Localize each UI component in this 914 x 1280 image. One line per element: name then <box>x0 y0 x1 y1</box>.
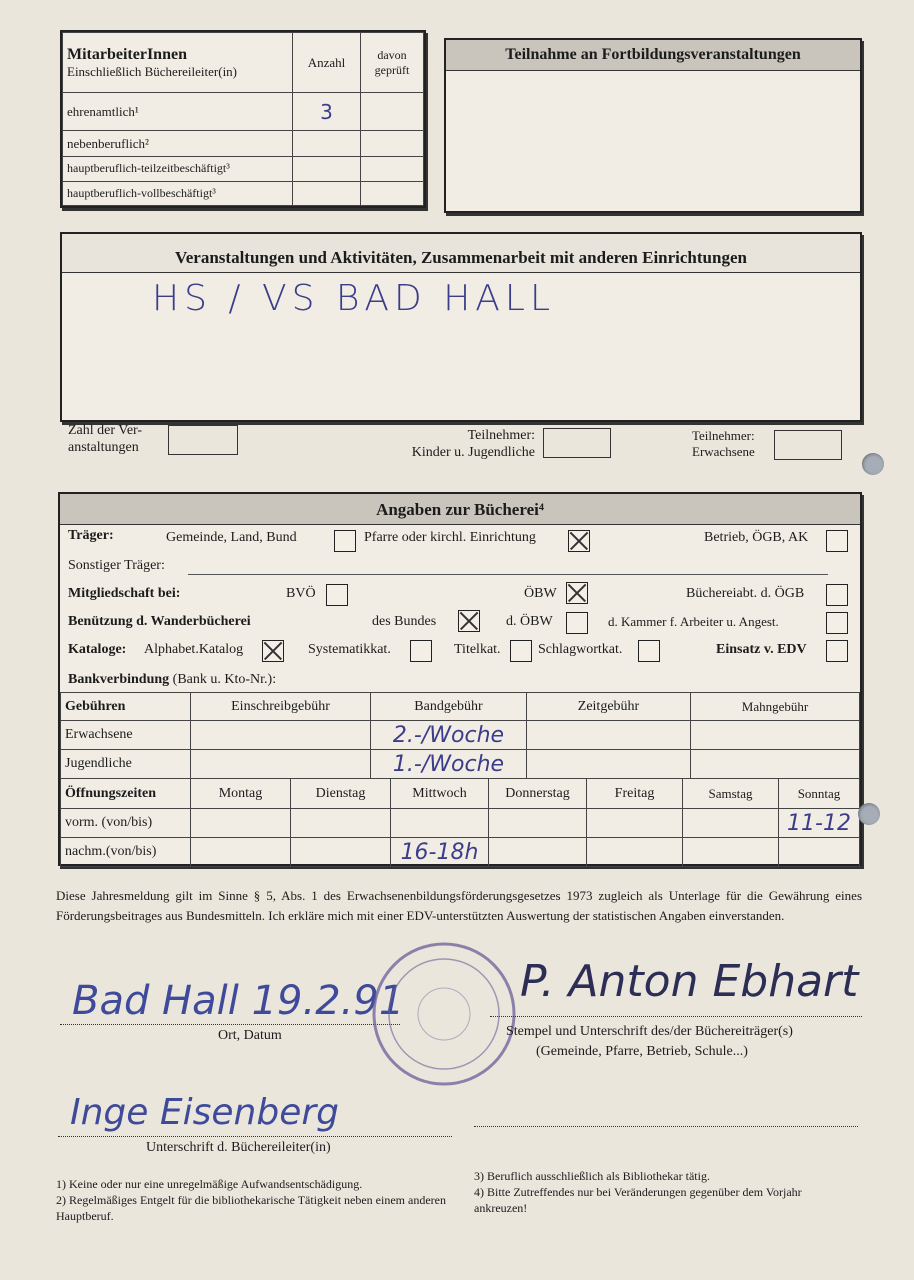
footnotes-right <box>474 1168 840 1216</box>
training-box <box>444 38 862 213</box>
fees-cell[interactable] <box>527 750 691 779</box>
leader-label: Unterschrift d. Büchereileiter(in) <box>146 1140 331 1155</box>
fees-col: Zeitgebühr <box>527 693 691 721</box>
traeger-row: Träger: Gemeinde, Land, Bund Pfarre oder kirchl. Einrichtung Betrieb, ÖGB, AK <box>68 528 848 554</box>
hours-cell[interactable] <box>191 809 291 838</box>
alphabet-checkbox[interactable] <box>262 640 284 662</box>
obw-checkbox[interactable] <box>566 582 588 604</box>
fees-cell[interactable] <box>527 721 691 750</box>
hours-cell[interactable] <box>291 838 391 867</box>
staff-table <box>60 30 426 208</box>
pfarre-checkbox[interactable] <box>568 530 590 552</box>
hours-row-label: nachm.(von/bis) <box>61 838 191 867</box>
hours-row-label: vorm. (von/bis) <box>61 809 191 838</box>
footnotes-left <box>56 1176 460 1224</box>
mitglied-row: Mitgliedschaft bei: BVÖ ÖBW Büchereiabt. d. ÖGB <box>68 586 848 612</box>
hours-sunday-morning[interactable]: 11-12 <box>779 809 860 838</box>
staff-row-label: hauptberuflich-teilzeitbeschäftigt³ <box>63 157 293 181</box>
staff-count-value[interactable] <box>293 157 361 181</box>
gemeinde-checkbox[interactable] <box>334 530 356 552</box>
fees-table <box>60 692 860 779</box>
stamp-label: Stempel und Unterschrift des/der Büchereiträger(s) (Gemeinde, Pfarre, Betrieb, Schule...) <box>506 1024 793 1059</box>
titel-checkbox[interactable] <box>510 640 532 662</box>
fees-header: Gebühren <box>61 693 191 721</box>
staff-checked-cell[interactable] <box>361 181 424 205</box>
betrieb-checkbox[interactable] <box>826 530 848 552</box>
events-box <box>60 232 862 422</box>
hours-day: Montag <box>191 779 291 809</box>
staff-count-value[interactable] <box>293 181 361 205</box>
staff-subtitle: Einschließlich Büchereileiter(in) <box>67 63 238 79</box>
edv-checkbox[interactable] <box>826 640 848 662</box>
adults-field[interactable] <box>774 430 842 460</box>
hours-cell[interactable] <box>683 809 779 838</box>
place-date-label: Ort, Datum <box>218 1028 282 1043</box>
hours-cell[interactable] <box>779 838 860 867</box>
kataloge-row: Kataloge: Alphabet.Katalog Systematikkat. Titelkat. Schlagwortkat. Einsatz v. EDV <box>68 642 848 668</box>
fees-cell[interactable] <box>191 721 371 750</box>
staff-checked-cell[interactable] <box>361 157 424 181</box>
training-title: Teilnahme an Fortbildungsveranstaltungen <box>446 40 860 71</box>
declaration-text: Diese Jahresmeldung gilt im Sinne § 5, Abs. 1 des Erwachsenenbildungsförderungsgesetzes 1973 zugleich als Unterlage für die Gewährung eines Förderungsbeitrages aus Bundesmitteln. Ich erkläre mich mit einer EDV-unterstützten Auswertung der statistischen Angaben einverstanden. <box>56 888 862 923</box>
staff-count-value[interactable]: 3 <box>293 93 361 131</box>
kids-field[interactable] <box>543 428 611 458</box>
fees-cell[interactable] <box>691 721 860 750</box>
hours-day: Samstag <box>683 779 779 809</box>
hours-table <box>60 778 860 867</box>
footnote: 4) Bitte Zutreffendes nur bei Veränderungen gegenüber dem Vorjahr ankreuzen! <box>474 1185 802 1215</box>
staff-row-label: hauptberuflich-vollbeschäftigt³ <box>63 181 293 205</box>
wander-row: Benützung d. Wanderbücherei des Bundes d. ÖBW d. Kammer f. Arbeiter u. Angest. <box>68 614 848 640</box>
leader-signature[interactable]: Inge Eisenberg <box>70 1092 339 1133</box>
hours-day: Donnerstag <box>489 779 587 809</box>
events-title: Veranstaltungen und Aktivitäten, Zusammenarbeit mit anderen Einrichtungen <box>62 234 860 273</box>
fees-col: Bandgebühr <box>371 693 527 721</box>
hours-day: Mittwoch <box>391 779 489 809</box>
hours-cell[interactable] <box>489 809 587 838</box>
hours-cell[interactable] <box>587 838 683 867</box>
carrier-signature[interactable]: P. Anton Ebhart <box>520 956 859 1007</box>
dobw-checkbox[interactable] <box>566 612 588 634</box>
fees-col: Mahngebühr <box>691 693 860 721</box>
fees-row-label: Jugendliche <box>61 750 191 779</box>
footnote: 3) Beruflich ausschließlich als Bibliothekar tätig. <box>474 1169 710 1183</box>
library-title: Angaben zur Bücherei⁴ <box>60 494 860 525</box>
hours-cell[interactable] <box>489 838 587 867</box>
kammer-checkbox[interactable] <box>826 612 848 634</box>
hours-cell[interactable] <box>191 838 291 867</box>
fees-col: Einschreibgebühr <box>191 693 371 721</box>
fees-cell[interactable] <box>691 750 860 779</box>
fees-band-value[interactable]: 1.-/Woche <box>371 750 527 779</box>
sonstiger-field[interactable] <box>188 574 828 575</box>
hours-day: Sonntag <box>779 779 860 809</box>
staff-checked-header: davon geprüft <box>361 33 424 93</box>
footnote: 1) Keine oder nur eine unregelmäßige Aufwandsentschädigung. <box>56 1177 363 1191</box>
library-box <box>58 492 862 866</box>
place-date-value[interactable]: Bad Hall 19.2.91 <box>72 978 405 1024</box>
adults-label: Teilnehmer: Erwachsene <box>692 428 755 459</box>
punch-hole <box>858 803 880 825</box>
bank-row: Bankverbindung (Bank u. Kto-Nr.): <box>68 672 277 687</box>
sonstiger-row: Sonstiger Träger: <box>68 558 828 574</box>
hours-cell[interactable] <box>683 838 779 867</box>
staff-checked-cell[interactable] <box>361 93 424 131</box>
events-count-label: Zahl der Ver- anstaltungen <box>68 423 143 455</box>
fees-cell[interactable] <box>191 750 371 779</box>
footnote: 2) Regelmäßiges Entgelt für die bibliothekarische Tätigkeit neben einem anderen Hauptberuf. <box>56 1193 446 1223</box>
hours-cell[interactable] <box>587 809 683 838</box>
hours-wednesday-afternoon[interactable]: 16-18h <box>391 838 489 867</box>
stamp-signature-line <box>490 1016 862 1017</box>
events-count-field[interactable] <box>168 425 238 455</box>
fees-band-value[interactable]: 2.-/Woche <box>371 721 527 750</box>
staff-title: MitarbeiterInnen <box>67 45 187 63</box>
place-date-line <box>60 1024 400 1025</box>
stamp-icon <box>368 938 520 1090</box>
punch-hole <box>862 453 884 475</box>
hours-cell[interactable] <box>291 809 391 838</box>
fees-row-label: Erwachsene <box>61 721 191 750</box>
buechereiabt-checkbox[interactable] <box>826 584 848 606</box>
staff-count-value[interactable] <box>293 131 361 157</box>
staff-count-header: Anzahl <box>293 33 361 93</box>
empty-signature-line[interactable] <box>474 1126 858 1127</box>
hours-header: Öffnungszeiten <box>61 779 191 809</box>
bundes-checkbox[interactable] <box>458 610 480 632</box>
hours-cell[interactable] <box>391 809 489 838</box>
leader-signature-line <box>58 1136 452 1137</box>
staff-checked-cell[interactable] <box>361 131 424 157</box>
kids-label: Teilnehmer: Kinder u. Jugendliche <box>411 428 535 460</box>
staff-row-label: ehrenamtlich¹ <box>63 93 293 131</box>
hours-day: Freitag <box>587 779 683 809</box>
schlag-checkbox[interactable] <box>638 640 660 662</box>
events-handwritten[interactable]: HS / VS BAD HALL <box>152 278 556 319</box>
staff-row-label: nebenberuflich² <box>63 131 293 157</box>
bvo-checkbox[interactable] <box>326 584 348 606</box>
system-checkbox[interactable] <box>410 640 432 662</box>
hours-day: Dienstag <box>291 779 391 809</box>
training-input-area[interactable] <box>446 71 860 211</box>
